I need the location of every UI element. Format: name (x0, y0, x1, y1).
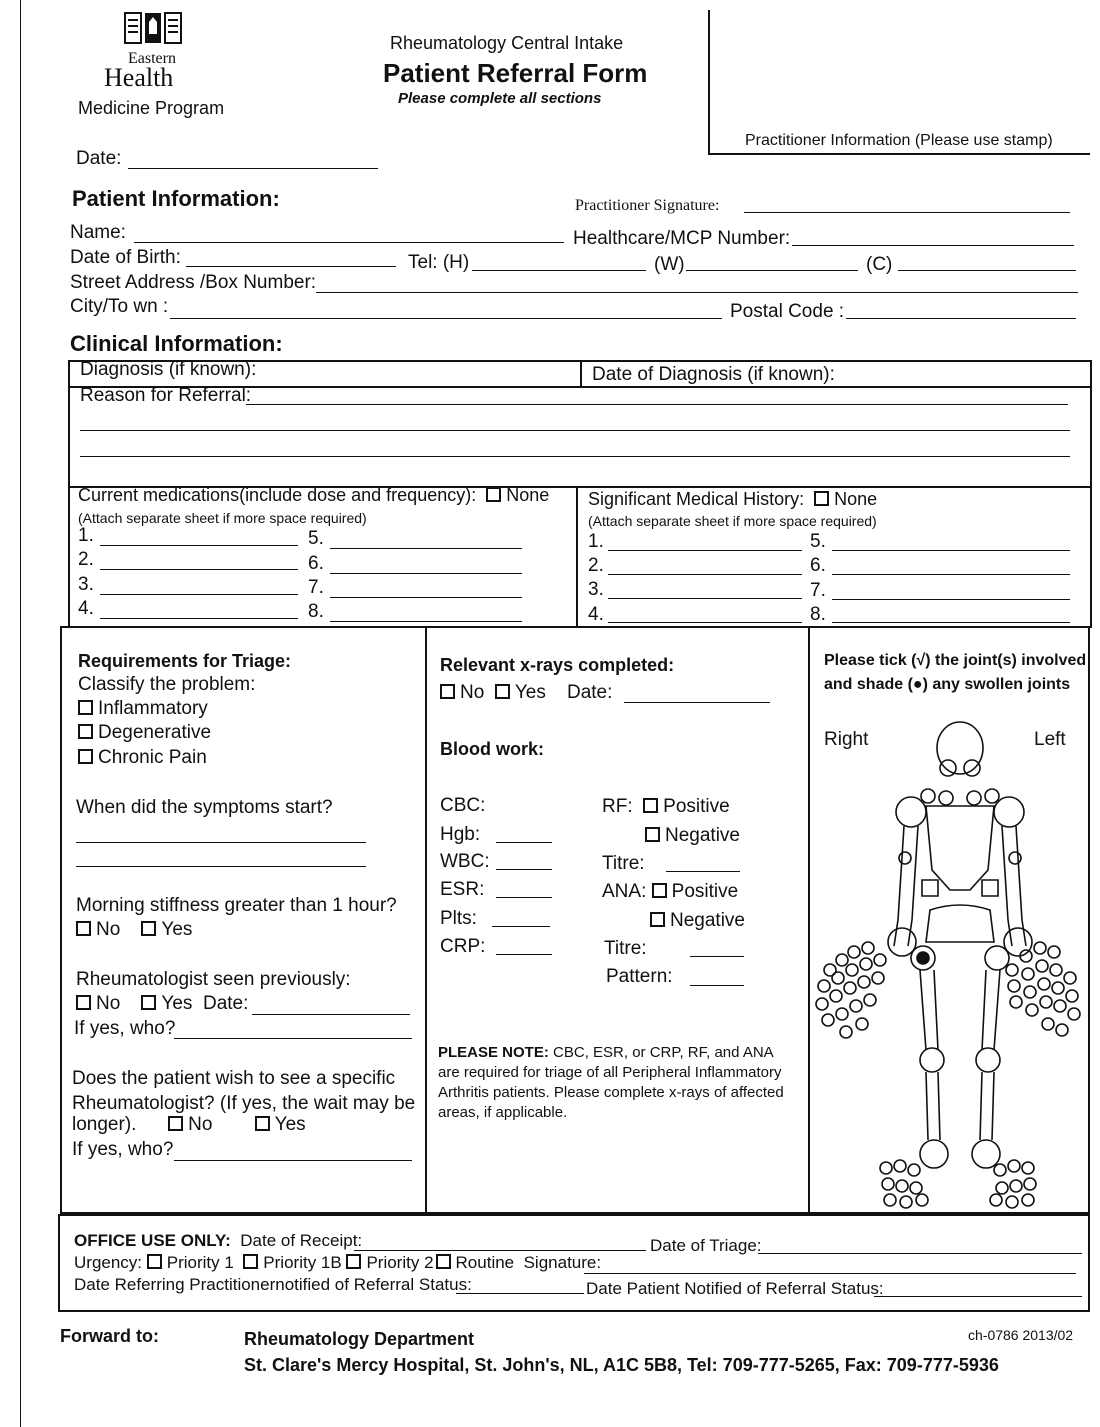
tel-cell-label: (C) (866, 254, 893, 275)
hgb-label: Hgb: (440, 824, 481, 845)
stiffness-no-checkbox[interactable] (76, 921, 91, 936)
logo-line1: Eastern (128, 50, 176, 67)
dept-address: St. Clare's Mercy Hospital, St. John's, NL, A1C 5B8, Tel: 709-777-5265, Fax: 709-777-5936 (244, 1355, 999, 1375)
inflammatory-checkbox[interactable] (78, 700, 93, 715)
seen-options (76, 993, 248, 1015)
date-field[interactable] (128, 168, 378, 169)
priority1b-checkbox[interactable] (243, 1254, 258, 1269)
esr-field[interactable] (496, 897, 552, 898)
meds-none-label: None (506, 485, 550, 505)
signature-field[interactable] (744, 212, 1070, 213)
rf-label: RF: (602, 796, 633, 817)
note-line1 (438, 1043, 774, 1063)
diagnosis-col-divider (580, 362, 582, 386)
degenerative-label: Degenerative (98, 722, 212, 743)
tel-work-field[interactable] (686, 270, 858, 271)
ana-titre-field[interactable] (690, 956, 744, 957)
meds-field-6[interactable] (330, 573, 522, 574)
specific-yes-checkbox[interactable] (255, 1116, 270, 1131)
note-text-1: CBC, ESR, or CRP, RF, and ANA (548, 1044, 774, 1061)
stamp-box-border (708, 10, 710, 154)
program-name: Medicine Program (78, 98, 225, 118)
chronic-pain-checkbox[interactable] (78, 749, 93, 764)
xray-no-checkbox[interactable] (440, 684, 455, 699)
joints-instr1: Please tick (√) the joint(s) involved (824, 652, 1087, 669)
meds-col-divider (576, 486, 578, 628)
history-num-5: 5. (810, 531, 826, 552)
diagnosis-label: Diagnosis (if known): (80, 359, 257, 380)
seen-yes-label: Yes (161, 993, 193, 1014)
history-num-3: 3. (588, 579, 604, 600)
city-label: City/To wn : (70, 296, 169, 317)
joints-instr2: and shade (●) any swollen joints (824, 676, 1071, 693)
meds-num-1: 1. (78, 525, 94, 546)
city-field[interactable] (170, 318, 722, 319)
triage-date-field[interactable] (758, 1253, 1082, 1254)
note-line2: are required for triage of all Peripheral Inflammatory (438, 1064, 782, 1081)
seen-who-field[interactable] (174, 1038, 412, 1039)
ref-status-field[interactable] (456, 1293, 584, 1294)
pattern-label: Pattern: (606, 966, 673, 987)
history-note: (Attach separate sheet if more space required) (588, 513, 877, 529)
receipt-field[interactable] (354, 1250, 646, 1251)
note-line3: Arthritis patients. Please complete x-rays of affected (438, 1084, 784, 1101)
date-label: Date: (76, 148, 122, 169)
meds-field-1[interactable] (100, 545, 298, 546)
body-diagram-icon[interactable] (810, 720, 1090, 1210)
history-field-1[interactable] (608, 550, 802, 551)
history-num-4: 4. (588, 604, 604, 625)
wbc-field[interactable] (496, 869, 552, 870)
pattern-field[interactable] (690, 985, 744, 986)
history-label (588, 488, 877, 510)
rf-negative-checkbox[interactable] (645, 827, 660, 842)
triage-date-label: Date of Triage: (650, 1236, 762, 1255)
reason-field-3[interactable] (80, 456, 1070, 457)
reason-field-2[interactable] (80, 430, 1070, 431)
seen-no-label: No (96, 993, 121, 1014)
urgency-row (74, 1252, 601, 1274)
ana-label: ANA: (602, 881, 647, 902)
rf-row (602, 796, 730, 818)
priority1-checkbox[interactable] (147, 1254, 162, 1269)
seen-label: Rheumatologist seen previously: (76, 969, 351, 990)
history-field-5[interactable] (832, 550, 1070, 551)
xray-no-label: No (460, 682, 485, 703)
triage-col-divider-1 (425, 626, 427, 1214)
history-field-3[interactable] (608, 598, 802, 599)
receipt-label: Date of Receipt: (240, 1231, 363, 1250)
plts-label: Plts: (440, 908, 477, 929)
eastern-health-logo-icon (124, 12, 182, 44)
specific-line2: Rheumatologist? (If yes, the wait may be (72, 1093, 416, 1114)
history-field-8[interactable] (832, 622, 1070, 623)
wbc-label: WBC: (440, 851, 490, 872)
history-field-7[interactable] (832, 599, 1070, 600)
ana-titre-label: Titre: (604, 938, 647, 959)
postal-field[interactable] (846, 318, 1076, 319)
signature-label: Practitioner Signature: (575, 197, 720, 214)
pat-status-field[interactable] (874, 1296, 1082, 1297)
cbc-label: CBC: (440, 795, 486, 816)
chronic-pain-label: Chronic Pain (98, 747, 207, 768)
meds-note: (Attach separate sheet if more space required) (78, 510, 367, 526)
crp-label: CRP: (440, 936, 486, 957)
crp-field[interactable] (496, 954, 552, 955)
seen-date-label: Date: (202, 993, 249, 1014)
specific-who-field[interactable] (174, 1160, 412, 1161)
meds-num-4: 4. (78, 598, 94, 619)
xray-date-label: Date: (566, 682, 613, 703)
mcp-field[interactable] (792, 245, 1074, 246)
symptoms-field-1[interactable] (76, 842, 366, 843)
history-num-8: 8. (810, 604, 826, 625)
urgency-label: Urgency: (74, 1253, 143, 1272)
classify-label: Classify the problem: (78, 674, 256, 695)
stiffness-options (76, 919, 192, 941)
ana-row (602, 881, 738, 903)
history-num-7: 7. (810, 580, 826, 601)
history-field-2[interactable] (608, 574, 802, 575)
mcp-label: Healthcare/MCP Number: (573, 228, 791, 249)
rf-negative-label: Negative (665, 825, 740, 846)
form-code: ch-0786 2013/02 (968, 1327, 1074, 1343)
meds-field-5[interactable] (330, 548, 522, 549)
street-field[interactable] (316, 292, 1078, 293)
meds-field-8[interactable] (330, 621, 522, 622)
tel-cell-field[interactable] (898, 270, 1076, 271)
ana-positive-checkbox[interactable] (652, 883, 667, 898)
blood-heading: Blood work: (440, 739, 544, 759)
degenerative-checkbox[interactable] (78, 724, 93, 739)
ana-negative-label: Negative (670, 910, 745, 931)
margin-rule (20, 0, 21, 1427)
meds-label (78, 484, 549, 506)
specific-who-label: If yes, who? (72, 1139, 174, 1160)
option-chronic-pain (78, 747, 207, 769)
specific-options (72, 1114, 306, 1136)
xray-yes-checkbox[interactable] (495, 684, 510, 699)
page-subtitle: Please complete all sections (398, 90, 602, 107)
right-label: Right (824, 729, 869, 750)
symptoms-field-2[interactable] (76, 866, 366, 867)
meds-field-2[interactable] (100, 569, 298, 570)
history-field-4[interactable] (608, 622, 802, 623)
left-label: Left (1034, 729, 1066, 750)
rf-negative-row (645, 825, 740, 847)
meds-num-7: 7. (308, 577, 324, 598)
seen-no-checkbox[interactable] (76, 995, 91, 1010)
history-num-6: 6. (810, 555, 826, 576)
logo-line2: Health (104, 63, 174, 92)
priority2-label: Priority 2 (366, 1253, 434, 1272)
specific-yes-label: Yes (274, 1114, 306, 1135)
rf-positive-checkbox[interactable] (643, 798, 658, 813)
meds-none-checkbox[interactable] (486, 487, 501, 502)
xray-options (440, 682, 612, 704)
meds-num-5: 5. (308, 528, 324, 549)
meds-num-8: 8. (308, 601, 324, 622)
office-use-label: OFFICE USE ONLY: (74, 1231, 231, 1250)
history-none-label: None (834, 489, 878, 509)
triage-heading: Requirements for Triage: (78, 651, 292, 671)
priority1-label: Priority 1 (166, 1253, 234, 1272)
office-signature-field[interactable] (584, 1273, 1076, 1274)
street-label: Street Address /Box Number: (70, 272, 317, 293)
meds-field-4[interactable] (100, 618, 298, 619)
stiffness-label: Morning stiffness greater than 1 hour? (76, 895, 397, 916)
meds-field-3[interactable] (100, 594, 298, 595)
meds-num-6: 6. (308, 553, 324, 574)
meds-num-2: 2. (78, 549, 94, 570)
history-num-2: 2. (588, 555, 604, 576)
name-field[interactable] (134, 242, 564, 243)
dob-field[interactable] (186, 266, 396, 267)
office-signature-label: Signature: (523, 1253, 602, 1272)
inflammatory-label: Inflammatory (98, 698, 208, 719)
patient-info-heading: Patient Information: (72, 186, 280, 211)
meds-num-3: 3. (78, 574, 94, 595)
intake-title: Rheumatology Central Intake (390, 33, 624, 53)
routine-checkbox[interactable] (436, 1254, 451, 1269)
clinical-info-heading: Clinical Information: (70, 331, 283, 356)
history-label-text: Significant Medical History: (588, 489, 805, 509)
rf-positive-label: Positive (663, 796, 730, 817)
xray-yes-label: Yes (514, 682, 546, 703)
note-bold: PLEASE NOTE: (438, 1044, 549, 1061)
priority2-checkbox[interactable] (346, 1254, 361, 1269)
seen-yes-checkbox[interactable] (141, 995, 156, 1010)
hgb-field[interactable] (496, 842, 552, 843)
page-title: Patient Referral Form (383, 58, 648, 88)
postal-label: Postal Code : (730, 301, 845, 322)
tel-home-label: Tel: (H) (408, 252, 470, 273)
esr-label: ESR: (440, 879, 485, 900)
specific-no-checkbox[interactable] (168, 1116, 183, 1131)
practitioner-info-label: Practitioner Information (Please use stamp) (745, 132, 1053, 149)
stamp-box-bottom (708, 153, 1090, 155)
tel-home-field[interactable] (472, 270, 646, 271)
meds-field-7[interactable] (330, 597, 522, 598)
specific-line3: longer). (72, 1114, 137, 1135)
reason-label: Reason for Referral: (80, 385, 252, 406)
pat-status-label: Date Patient Notified of Referral Status: (586, 1279, 884, 1298)
forward-label: Forward to: (60, 1326, 159, 1346)
history-field-6[interactable] (832, 574, 1070, 575)
specific-no-label: No (188, 1114, 213, 1135)
option-inflammatory (78, 698, 208, 720)
rf-titre-field[interactable] (666, 871, 740, 872)
history-none-checkbox[interactable] (814, 491, 829, 506)
date-diagnosis-label: Date of Diagnosis (if known): (592, 364, 835, 385)
stiffness-no-label: No (96, 919, 121, 940)
dept-name: Rheumatology Department (244, 1329, 475, 1349)
ana-negative-checkbox[interactable] (650, 912, 665, 927)
xray-heading: Relevant x-rays completed: (440, 655, 675, 675)
stiffness-yes-label: Yes (161, 919, 193, 940)
rf-titre-label: Titre: (602, 853, 645, 874)
plts-field[interactable] (492, 926, 550, 927)
reason-field-1[interactable] (246, 404, 1068, 405)
seen-date-field[interactable] (252, 1014, 410, 1015)
xray-date-field[interactable] (624, 702, 770, 703)
name-label: Name: (70, 222, 126, 243)
ana-negative-row (650, 910, 745, 932)
ana-positive-label: Positive (671, 881, 739, 902)
history-num-1: 1. (588, 531, 604, 552)
symptoms-label: When did the symptoms start? (76, 797, 333, 818)
ref-status-label: Date Referring Practitionernotified of Referral Status: (74, 1275, 472, 1294)
specific-line1: Does the patient wish to see a specific (72, 1068, 396, 1089)
meds-label-text: Current medications(include dose and frequency): (78, 485, 477, 505)
note-line4: areas, if applicable. (438, 1104, 568, 1121)
seen-who-label: If yes, who? (74, 1018, 176, 1039)
dob-label: Date of Birth: (70, 247, 181, 268)
office-receipt-row (74, 1230, 362, 1252)
priority1b-label: Priority 1B (263, 1253, 342, 1272)
option-degenerative (78, 722, 211, 744)
tel-work-label: (W) (654, 254, 685, 275)
routine-label: Routine (455, 1253, 515, 1272)
stiffness-yes-checkbox[interactable] (141, 921, 156, 936)
